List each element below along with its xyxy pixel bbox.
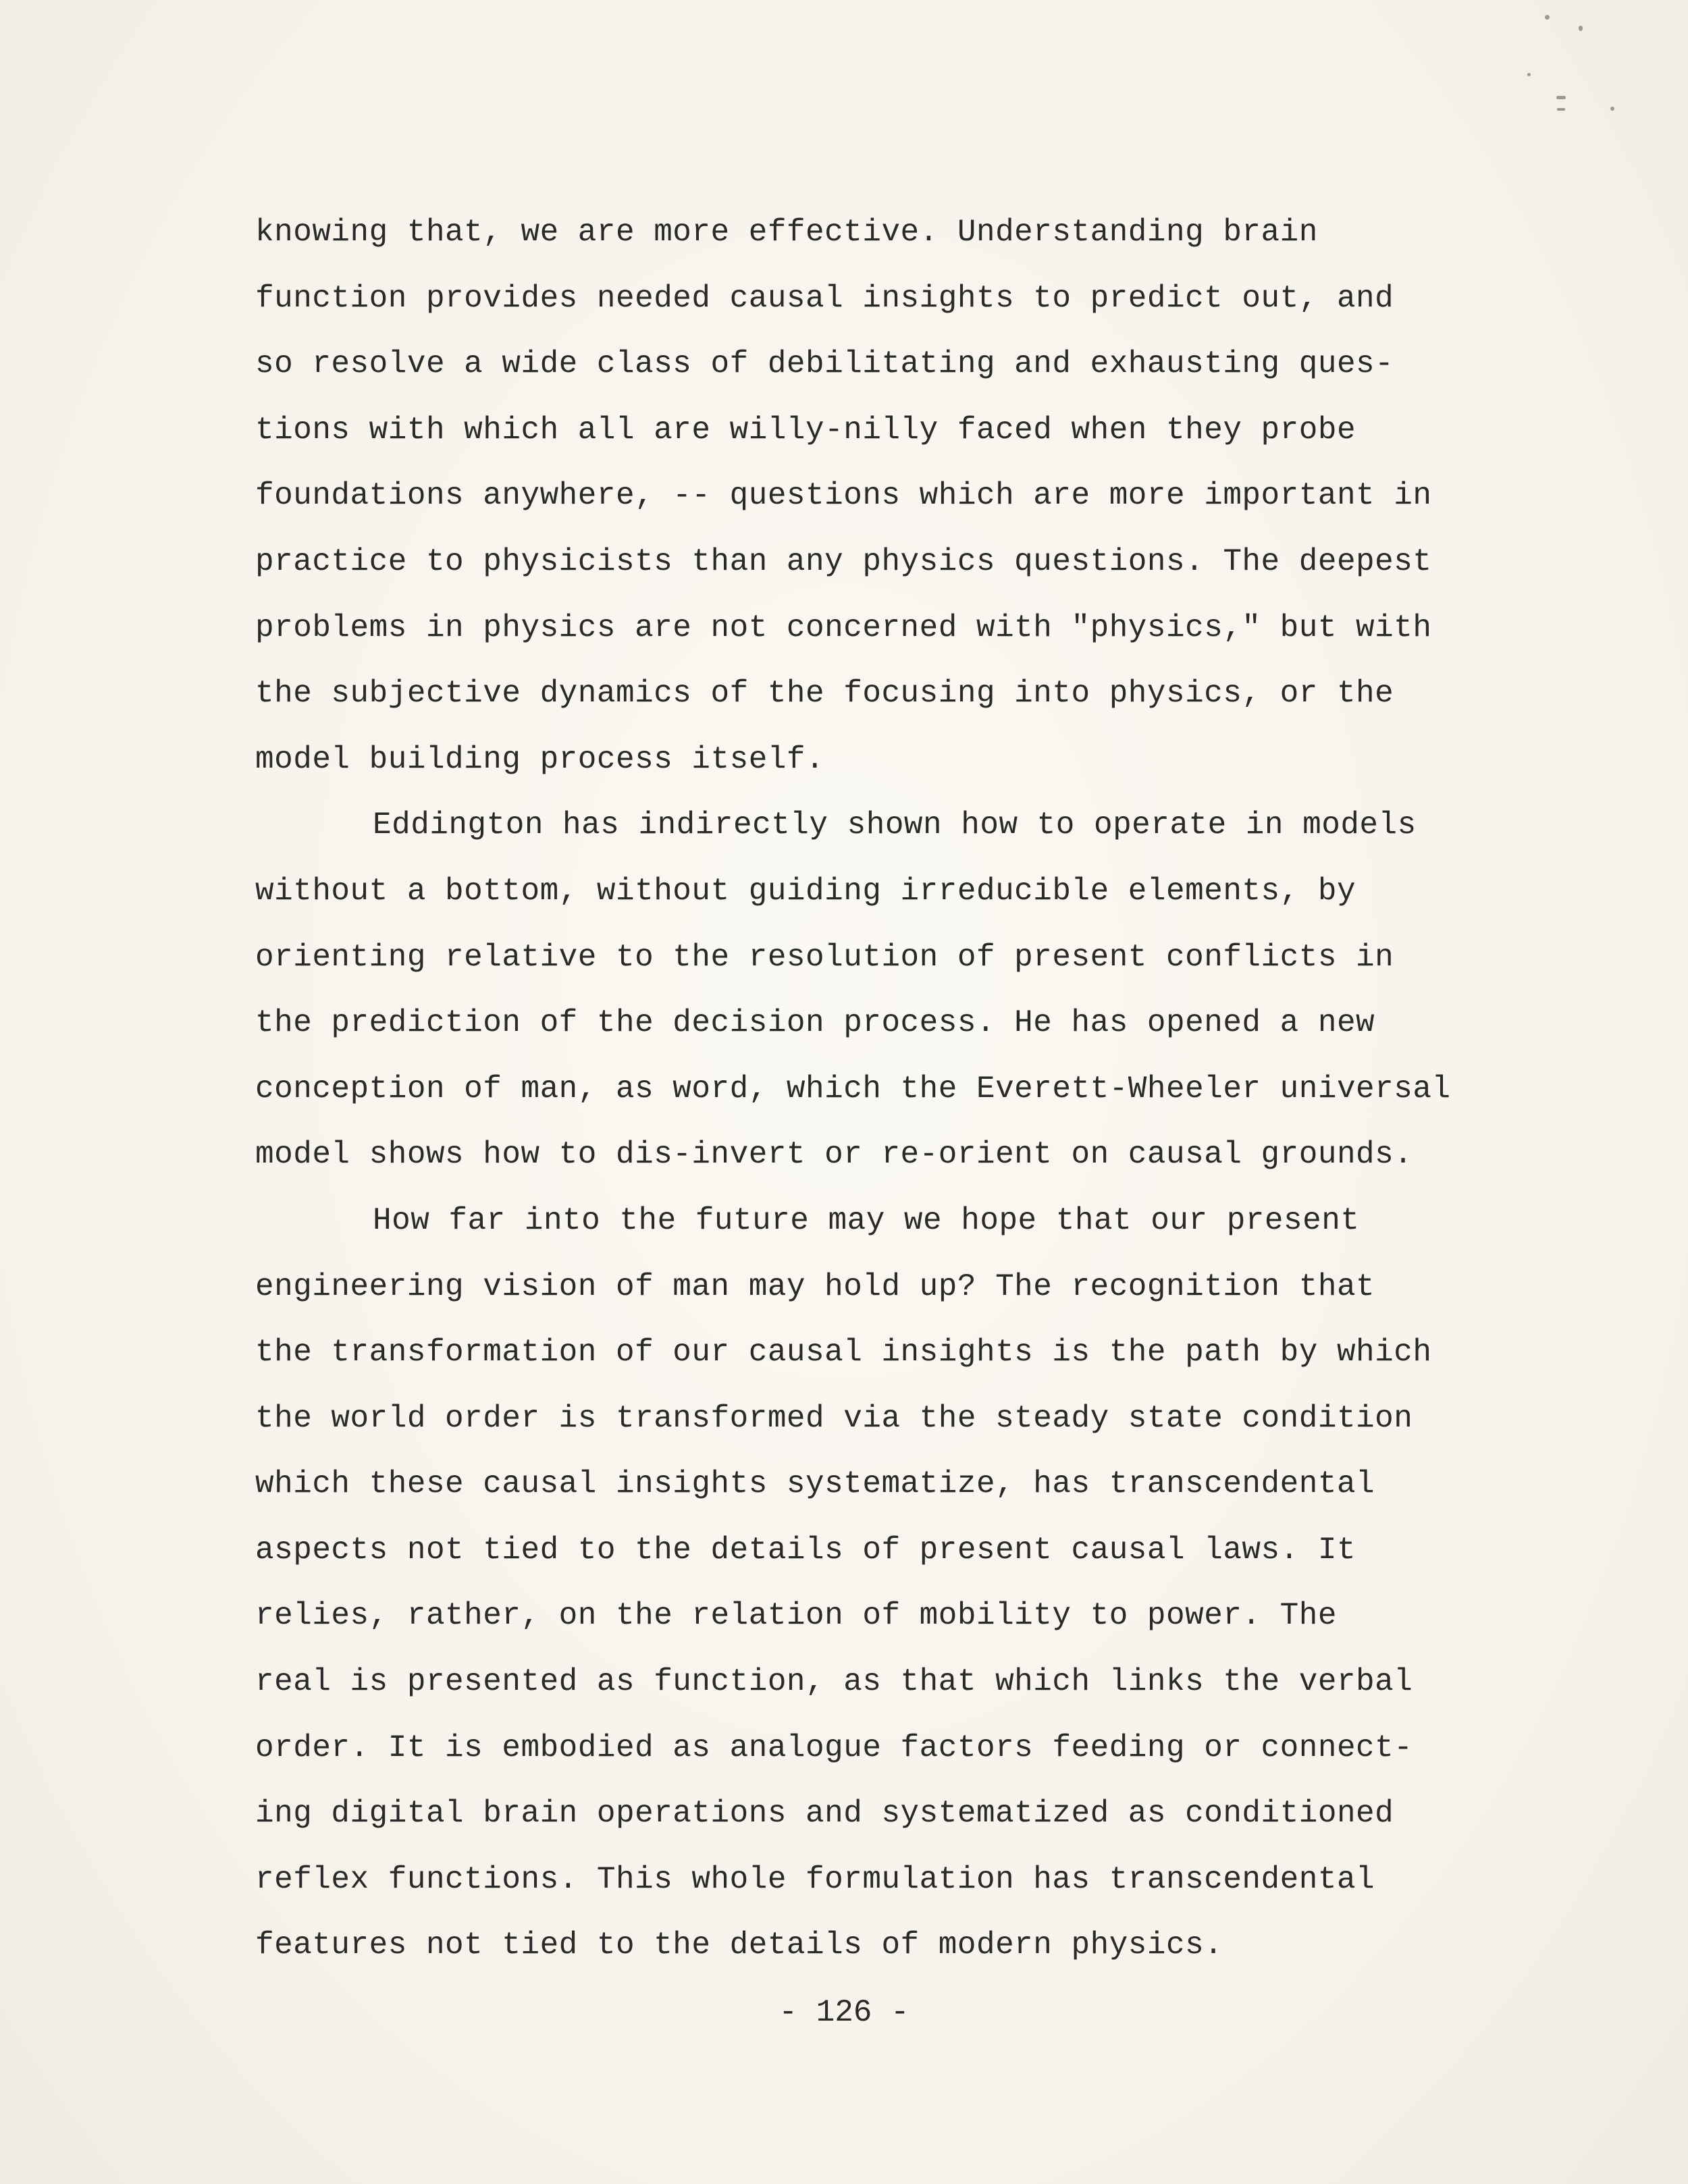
text-line: the transformation of our causal insights is the path by which	[255, 1335, 1432, 1370]
text-line: aspects not tied to the details of present causal laws. It	[255, 1532, 1356, 1568]
text-line: knowing that, we are more effective. Understanding brain	[255, 215, 1318, 250]
text-line: conception of man, as word, which the Everett-Wheeler universal	[255, 1071, 1451, 1107]
text-line: problems in physics are not concerned with "physics," but with	[255, 610, 1432, 645]
text-line: features not tied to the details of modern physics.	[255, 1927, 1223, 1963]
text-line: relies, rather, on the relation of mobility to power. The	[255, 1598, 1337, 1634]
text-line: ing digital brain operations and systematized as conditioned	[255, 1796, 1394, 1832]
text-line: so resolve a wide class of debilitating and exhausting ques-	[255, 346, 1394, 382]
page-number: - 126 -	[779, 1995, 909, 2030]
paragraph-3	[255, 1188, 1538, 1979]
text-line: order. It is embodied as analogue factors feeding or connect-	[255, 1730, 1413, 1765]
text-line: orienting relative to the resolution of present conflicts in	[255, 939, 1394, 975]
body-text	[255, 200, 1538, 1979]
text-line: foundations anywhere, -- questions which are more important in	[255, 478, 1432, 514]
text-line: the prediction of the decision process. He has opened a new	[255, 1005, 1375, 1041]
text-line: real is presented as function, as that which links the verbal	[255, 1664, 1413, 1700]
text-line: the world order is transformed via the steady state condition	[255, 1400, 1413, 1436]
text-line: How far into the future may we hope that our present	[373, 1202, 1360, 1238]
text-line: reflex functions. This whole formulation has transcendental	[255, 1861, 1375, 1897]
text-line: engineering vision of man may hold up? The recognition that	[255, 1269, 1375, 1304]
paper-speck	[1527, 73, 1531, 76]
text-line: model building process itself.	[255, 741, 825, 777]
text-line: the subjective dynamics of the focusing into physics, or the	[255, 676, 1394, 712]
text-line: which these causal insights systematize, has transcendental	[255, 1466, 1375, 1502]
text-line: practice to physicists than any physics questions. The deepest	[255, 543, 1432, 579]
paper-speck	[1556, 96, 1566, 99]
paper-speck	[1545, 15, 1550, 20]
paper-speck	[1557, 108, 1565, 111]
paper-speck	[1610, 107, 1614, 111]
text-line: without a bottom, without guiding irreducible elements, by	[255, 873, 1356, 909]
text-line: tions with which all are willy-nilly faced when they probe	[255, 412, 1356, 448]
show-through-mark	[169, 354, 240, 388]
text-line: function provides needed causal insights to predict out, and	[255, 280, 1394, 316]
paper-speck	[1579, 26, 1583, 31]
paragraph-2	[255, 793, 1538, 1188]
text-line: Eddington has indirectly shown how to operate in models	[373, 807, 1417, 843]
paragraph-1	[255, 200, 1538, 793]
text-line: model shows how to dis-invert or re-orient on causal grounds.	[255, 1137, 1413, 1173]
